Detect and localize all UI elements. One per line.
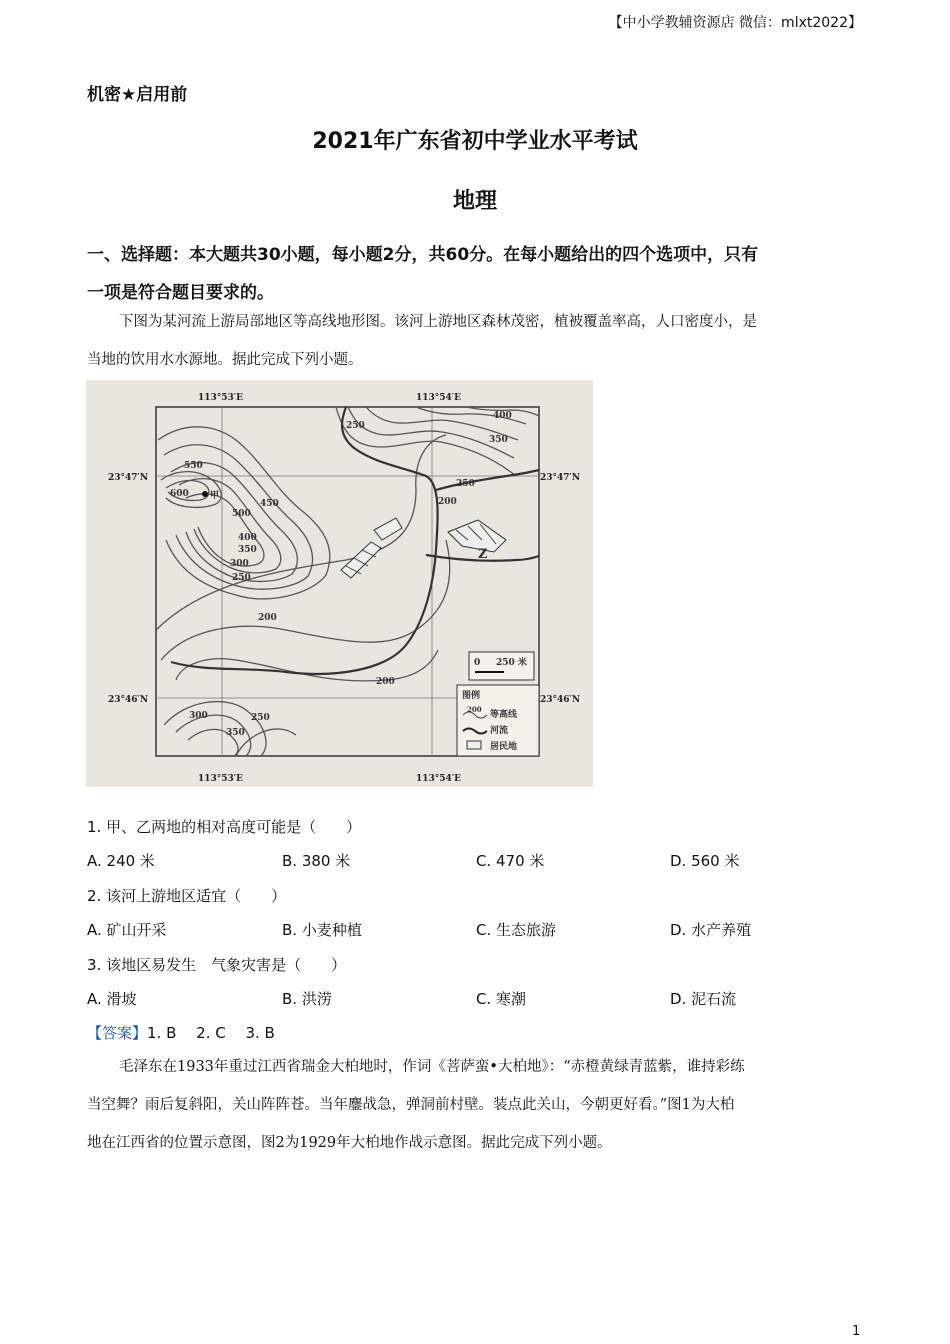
passage-line-1: 毛泽东在1933年重过江西省瑞金大柏地时，作词《菩萨蛮•大柏地》：“赤橙黄绿青蓝紫，谁持彩练 bbox=[119, 1059, 745, 1075]
intro-line-1: 下图为某河流上游局部地区等高线地形图。该河上游地区森林茂密，植被覆盖率高，人口密度小，是 bbox=[119, 314, 757, 330]
contour-label: 250 bbox=[232, 573, 251, 583]
answer-line bbox=[87, 1022, 275, 1043]
contour-label: 250 bbox=[346, 421, 365, 431]
contour-label: 250 bbox=[456, 479, 475, 489]
contour-label: 400 bbox=[238, 533, 257, 543]
point-jia-label: 甲 bbox=[210, 491, 220, 501]
passage-paragraph bbox=[87, 1048, 865, 1162]
confidential-label: 机密★启用前 bbox=[87, 85, 188, 105]
question-1: 1. 甲、乙两地的相对高度可能是（ ） bbox=[87, 818, 362, 836]
answer-tag: 【答案】 bbox=[87, 1024, 148, 1042]
section-heading-line-2: 一项是符合题目要求的。 bbox=[87, 283, 274, 303]
legend-river: 河流 bbox=[490, 726, 509, 736]
passage-line-2: 当空舞？雨后复斜阳，关山阵阵苍。当年鏖战急，弹洞前村壁。装点此关山，今朝更好看。”图1为大柏 bbox=[87, 1097, 735, 1113]
q3-option-b: B. 洪涝 bbox=[282, 990, 332, 1008]
q2-option-b: B. 小麦种植 bbox=[282, 921, 362, 939]
q1-option-a: A. 240 米 bbox=[87, 852, 155, 870]
contour-label: 300 bbox=[230, 559, 249, 569]
lon-label-top-left: 113°53′E bbox=[198, 393, 244, 403]
contour-label: 550 bbox=[184, 461, 203, 471]
contour-label: 200 bbox=[376, 677, 395, 687]
lat-label-bottom-right: 23°46′N bbox=[540, 695, 581, 705]
map-legend bbox=[457, 685, 539, 756]
lon-label-top-right: 113°54′E bbox=[416, 393, 462, 403]
scale-length: 250 米 bbox=[496, 658, 527, 668]
contour-label: 200 bbox=[258, 613, 277, 623]
q1-option-b: B. 380 米 bbox=[282, 852, 351, 870]
q3-option-d: D. 泥石流 bbox=[670, 990, 737, 1008]
intro-line-2: 当地的饮用水水源地。据此完成下列小题。 bbox=[87, 352, 363, 368]
point-yi-label: Z bbox=[478, 547, 488, 562]
q1-option-d: D. 560 米 bbox=[670, 852, 740, 870]
legend-title: 图例 bbox=[462, 691, 481, 701]
lon-label-bottom-left: 113°53′E bbox=[198, 774, 244, 784]
contour-label: 350 bbox=[238, 545, 257, 555]
question-3: 3. 该地区易发生 气象灾害是（ ） bbox=[87, 956, 347, 974]
page-title: 2021年广东省初中学业水平考试 bbox=[312, 129, 638, 154]
subject-title: 地理 bbox=[452, 189, 497, 214]
question-2: 2. 该河上游地区适宜（ ） bbox=[87, 887, 287, 905]
q2-option-c: C. 生态旅游 bbox=[476, 921, 557, 939]
contour-label: 400 bbox=[493, 411, 512, 421]
contour-label: 500 bbox=[232, 509, 251, 519]
point-jia-marker bbox=[202, 491, 208, 497]
contour-label: 200 bbox=[438, 497, 457, 507]
scale-bar bbox=[469, 652, 534, 680]
lat-label-bottom-left: 23°46′N bbox=[108, 695, 149, 705]
lon-label-bottom-right: 113°54′E bbox=[416, 774, 462, 784]
contour-label: 250 bbox=[251, 713, 270, 723]
contour-label: 600 bbox=[170, 489, 189, 499]
legend-contour: 等高线 bbox=[490, 710, 518, 720]
contour-label: 450 bbox=[260, 499, 279, 509]
answer-text: 1. B 2. C 3. B bbox=[147, 1024, 275, 1042]
legend-contour-sample: 200 bbox=[467, 705, 482, 714]
intro-paragraph bbox=[87, 303, 865, 379]
q2-option-a: A. 矿山开采 bbox=[87, 921, 167, 939]
q2-option-d: D. 水产养殖 bbox=[670, 921, 752, 939]
lat-label-top-right: 23°47′N bbox=[540, 473, 581, 483]
contour-label: 350 bbox=[489, 435, 508, 445]
header-note: 【中小学教辅资源店 微信：mlxt2022】 bbox=[608, 15, 862, 31]
section-heading-line-1: 一、选择题：本大题共30小题，每小题2分，共60分。在每小题给出的四个选项中，只有 bbox=[87, 245, 759, 265]
contour-label: 350 bbox=[226, 728, 245, 738]
passage-line-3: 地在江西省的位置示意图，图2为1929年大柏地作战示意图。据此完成下列小题。 bbox=[87, 1135, 612, 1151]
legend-settlement: 居民地 bbox=[490, 742, 518, 752]
q1-option-c: C. 470 米 bbox=[476, 852, 545, 870]
page-number: 1 bbox=[852, 1324, 861, 1339]
contour-map bbox=[86, 380, 593, 787]
q3-option-a: A. 滑坡 bbox=[87, 990, 137, 1008]
contour-label: 300 bbox=[189, 711, 208, 721]
q3-option-c: C. 寒潮 bbox=[476, 990, 527, 1008]
scale-zero: 0 bbox=[474, 658, 481, 668]
lat-label-top-left: 23°47′N bbox=[108, 473, 149, 483]
